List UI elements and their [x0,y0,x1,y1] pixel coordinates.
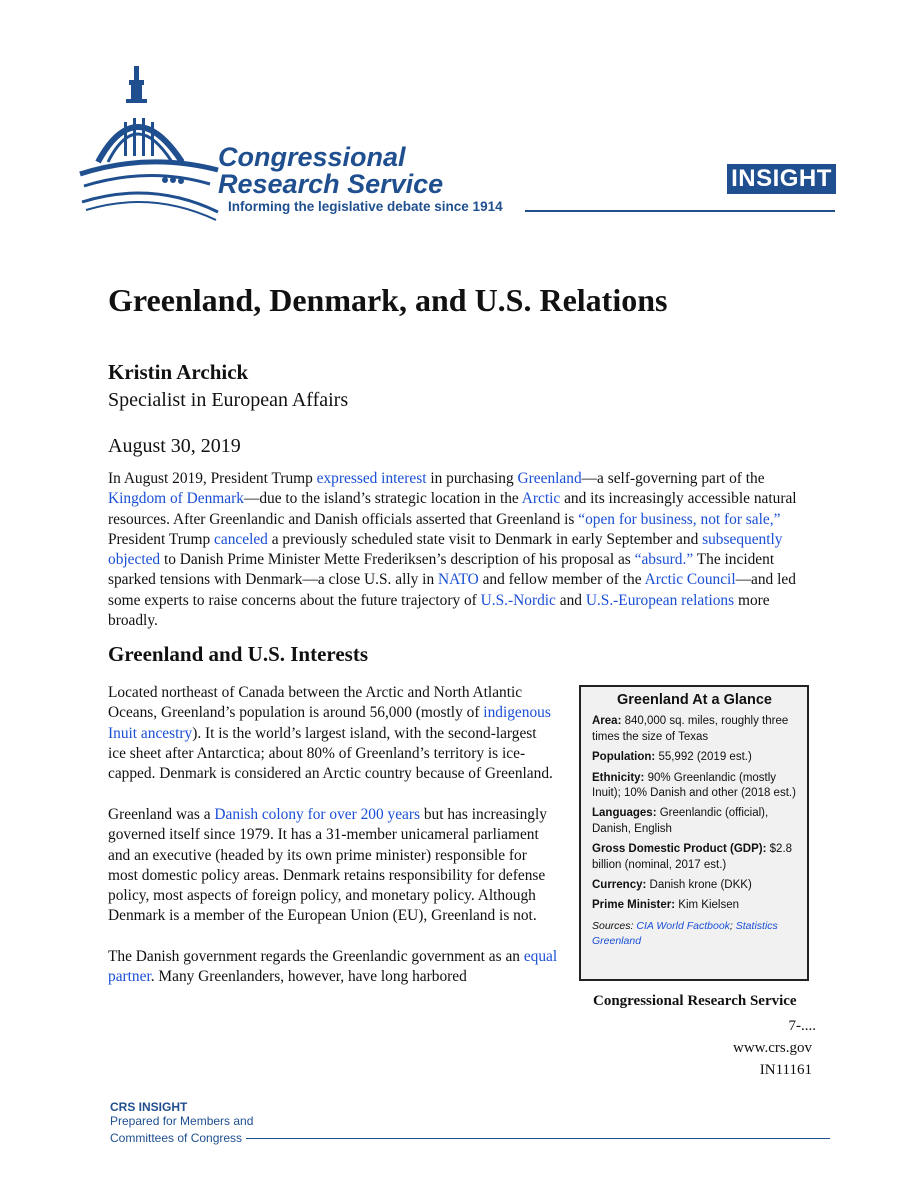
inline-link[interactable]: U.S.-European relations [585,591,735,609]
capitol-dome-logo [78,62,228,222]
body-paragraph [108,805,558,927]
text-run: In August 2019, President Trump [108,470,317,487]
inline-link[interactable]: Greenland [517,470,582,487]
crs-tagline: Informing the legislative debate since 1914 [228,199,503,214]
footer-url[interactable]: www.crs.gov [732,1040,812,1056]
text-run: in purchasing [426,470,518,487]
inline-link[interactable]: NATO [437,571,479,589]
text-run: Greenland was a [108,806,215,823]
inline-link[interactable]: Kingdom of Denmark [108,490,244,508]
publication-date: August 30, 2019 [108,435,241,457]
inline-link[interactable]: expressed interest [316,470,427,487]
inline-link[interactable]: Arctic [521,490,561,508]
sidebar-row-label: Ethnicity: [592,771,645,784]
crs-insight-label: CRS INSIGHT [110,1100,188,1114]
sidebar-row-label: Population: [592,751,656,764]
sidebar-row [592,878,797,893]
body-paragraph [108,947,558,988]
crs-wordmark [218,144,443,198]
prepared-for-line: Prepared for Members and [110,1114,254,1128]
text-run: a previously scheduled state visit to Denmark in early September and [267,530,703,548]
inline-link[interactable]: subsequently objected [108,530,783,569]
text-run: The Danish government regards the Greenlandic government as an [108,948,524,965]
sidebar-sources [592,919,797,949]
inline-link[interactable]: Danish colony for over 200 years [214,806,420,823]
sidebar-row-value: 840,000 sq. miles, roughly three times the size of Texas [592,715,789,743]
sidebar-row-value: Greenlandic (official), Danish, English [592,807,769,835]
inline-link[interactable]: indigenous Inuit ancestry [108,704,551,742]
author-role: Specialist in European Affairs [108,389,349,411]
sidebar-row [592,842,797,873]
body-column [108,683,558,784]
sidebar-row-value: 55,992 (2019 est.) [655,751,752,764]
source-link-statistics[interactable]: Statistics Greenland [592,919,778,947]
footer-org: Congressional Research Service [593,993,797,1009]
text-run: and its increasingly accessible natural resources. After Greenlandic and Danish officials asserted that Greenland is [108,490,797,528]
body-column [108,805,558,927]
intro-paragraph [108,469,808,631]
sidebar-row-value: 90% Greenlandic (mostly Inuit); 10% Danish and other (2018 est.) [592,771,796,800]
inline-link[interactable]: equal partner [108,948,558,986]
sources-separator: ; [729,919,733,932]
text-run: ). It is the world’s largest island, with the second-largest ice sheet after Antarctica; about 80% of Greenland’s territory is ice-capped. Denmark is considered an Arctic country because of Greenland. [108,724,553,783]
sidebar-row-label: Gross Domestic Product (GDP): [592,843,767,856]
inline-link[interactable]: U.S.-Nordic [480,591,556,609]
text-run: . Many Greenlanders, however, have long harbored [150,968,467,986]
sidebar-row-label: Area: [592,715,622,728]
text-run: to Danish Prime Minister Mette Frederiksen’s description of his proposal as [160,551,635,569]
sources-label: Sources: [592,919,634,932]
inline-link[interactable]: “open for business, not for sale,” [578,510,781,528]
committees-line: Committees of Congress [110,1131,243,1145]
body-column [108,947,558,988]
text-run: and [555,591,586,609]
sidebar-row [592,806,797,837]
inline-link[interactable]: canceled [214,530,268,548]
inline-link[interactable]: “absurd.” [634,551,694,569]
page-title: Greenland, Denmark, and U.S. Relations [108,282,668,318]
sidebar-row [592,750,797,765]
text-run: —due to the island’s strategic location in the [243,490,522,508]
sidebar-row [592,771,797,802]
insight-badge: INSIGHT [727,164,836,194]
sidebar-row-value: Danish krone (DKK) [646,879,752,892]
text-run: —and led some experts to raise concerns about the future trajectory of [108,571,796,609]
inline-link[interactable]: Arctic Council [644,571,736,589]
body-paragraph [108,683,558,784]
section-heading: Greenland and U.S. Interests [108,642,369,666]
sidebar-title: Greenland At a Glance [617,692,772,708]
sidebar-row-value: Kim Kielsen [675,899,739,912]
footer-rule [246,1138,830,1139]
text-run: but has increasingly governed itself since 1979. It has a 31-member unicameral parliament and an executive (headed by its own prime minister) responsible for most domestic policy areas. Denmark retains responsibility for defense policy, most aspects of foreign policy, and monetary policy. Although Denmark is a member of the European Union (EU), Greenland is not. [108,806,547,925]
sidebar-row [592,714,797,745]
text-run: The incident sparked tensions with Denmark—a close U.S. ally in [108,551,775,589]
text-run: —a self-governing part of the [581,470,765,487]
org-line-2: Research Service [218,169,444,199]
text-run: Located northeast of Canada between the Arctic and North Atlantic Oceans, Greenland’s population is around 56,000 (mostly of [108,684,523,722]
text-run: more broadly. [108,591,770,630]
sidebar-rows [592,714,797,913]
sidebar-row-label: Currency: [592,879,647,892]
text-run: and fellow member of the [478,571,645,589]
source-link-cia[interactable]: CIA World Factbook [636,919,730,932]
sidebar-row-value: $2.8 billion (nominal, 2017 est.) [592,843,793,871]
footer-id: IN11161 [759,1062,812,1078]
at-a-glance-sidebar [579,685,809,981]
header-rule [525,210,835,212]
text-run: President Trump [108,530,215,548]
author-name: Kristin Archick [108,360,249,384]
sidebar-row [592,898,797,913]
org-line-1: Congressional [218,142,406,172]
footer-code: 7-.... [788,1018,816,1034]
sidebar-row-label: Prime Minister: [592,899,676,912]
sidebar-row-label: Languages: [592,807,657,820]
